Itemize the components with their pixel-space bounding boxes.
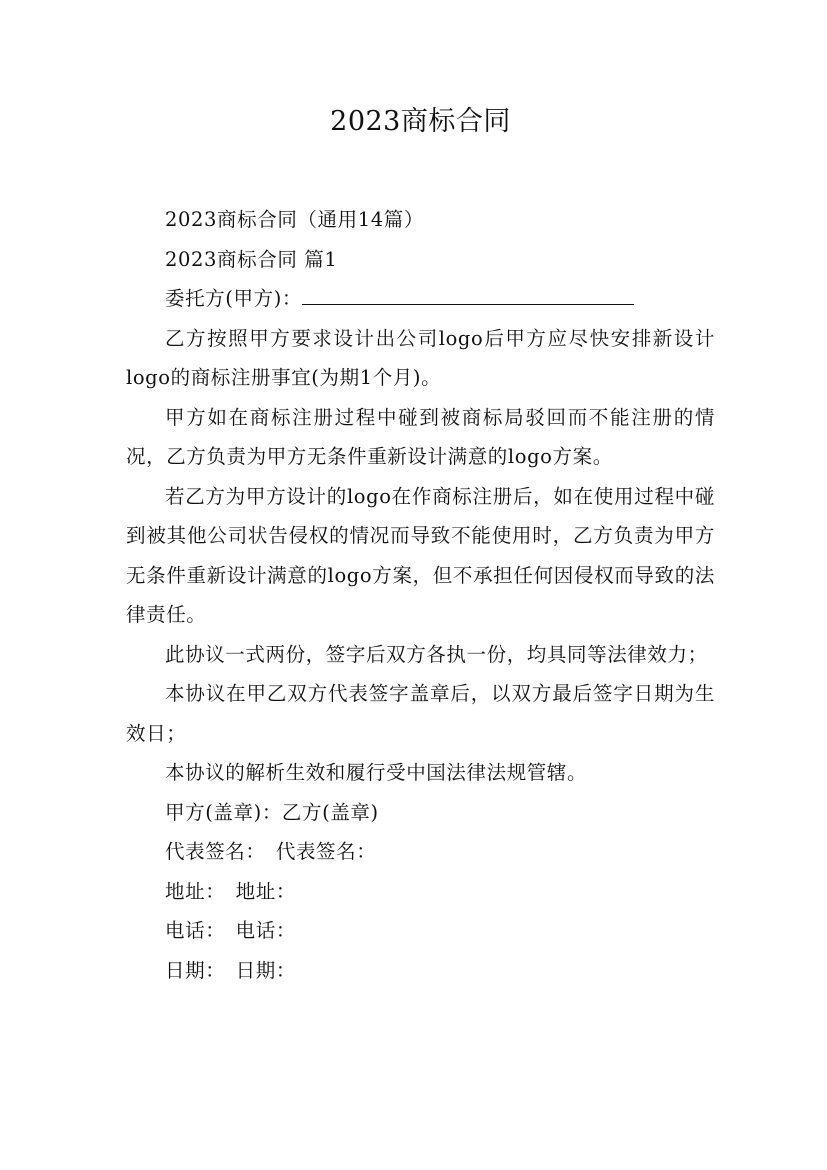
paragraph-infringement: 若乙方为甲方设计的logo在作商标注册后，如在使用过程中碰到被其他公司状告侵权的情况而导致不能使用时，乙方负责为甲方无条件重新设计满意的logo方案，但不承担任何因侵权而导致的法律责任。 — [126, 484, 715, 626]
signature-date-line: 日期： 日期： — [165, 958, 296, 982]
client-label: 委托方(甲方)： — [165, 287, 303, 310]
paragraph-design-registration: 乙方按照甲方要求设计出公司logo后甲方应尽快安排新设计logo的商标注册事宜(为期1个月)。 — [126, 326, 715, 389]
paragraph-effective-date: 本协议在甲乙双方代表签字盖章后，以双方最后签字日期为生效日； — [126, 682, 715, 745]
client-blank-line — [302, 284, 634, 305]
section-heading: 2023商标合同 篇1 — [165, 247, 338, 271]
signature-seal-line: 甲方(盖章)：乙方(盖章) — [165, 800, 379, 824]
signature-representative-line: 代表签名： 代表签名： — [165, 840, 377, 863]
client-line — [126, 279, 715, 319]
document-subtitle: 2023商标合同（通用14篇） — [165, 208, 424, 231]
signature-address-line: 地址： 地址： — [165, 879, 296, 903]
paragraph-governing-law: 本协议的解析生效和履行受中国法律法规管辖。 — [165, 761, 588, 784]
signature-phone-line: 电话： 电话： — [165, 919, 296, 942]
paragraph-copies: 此协议一式两份，签字后双方各执一份，均具同等法律效力； — [165, 642, 708, 666]
document-title: 2023商标合同 — [330, 106, 511, 137]
paragraph-rejection-redesign: 甲方如在商标注册过程中碰到被商标局驳回而不能注册的情况，乙方负责为甲方无条件重新设计满意的logo方案。 — [126, 405, 715, 468]
